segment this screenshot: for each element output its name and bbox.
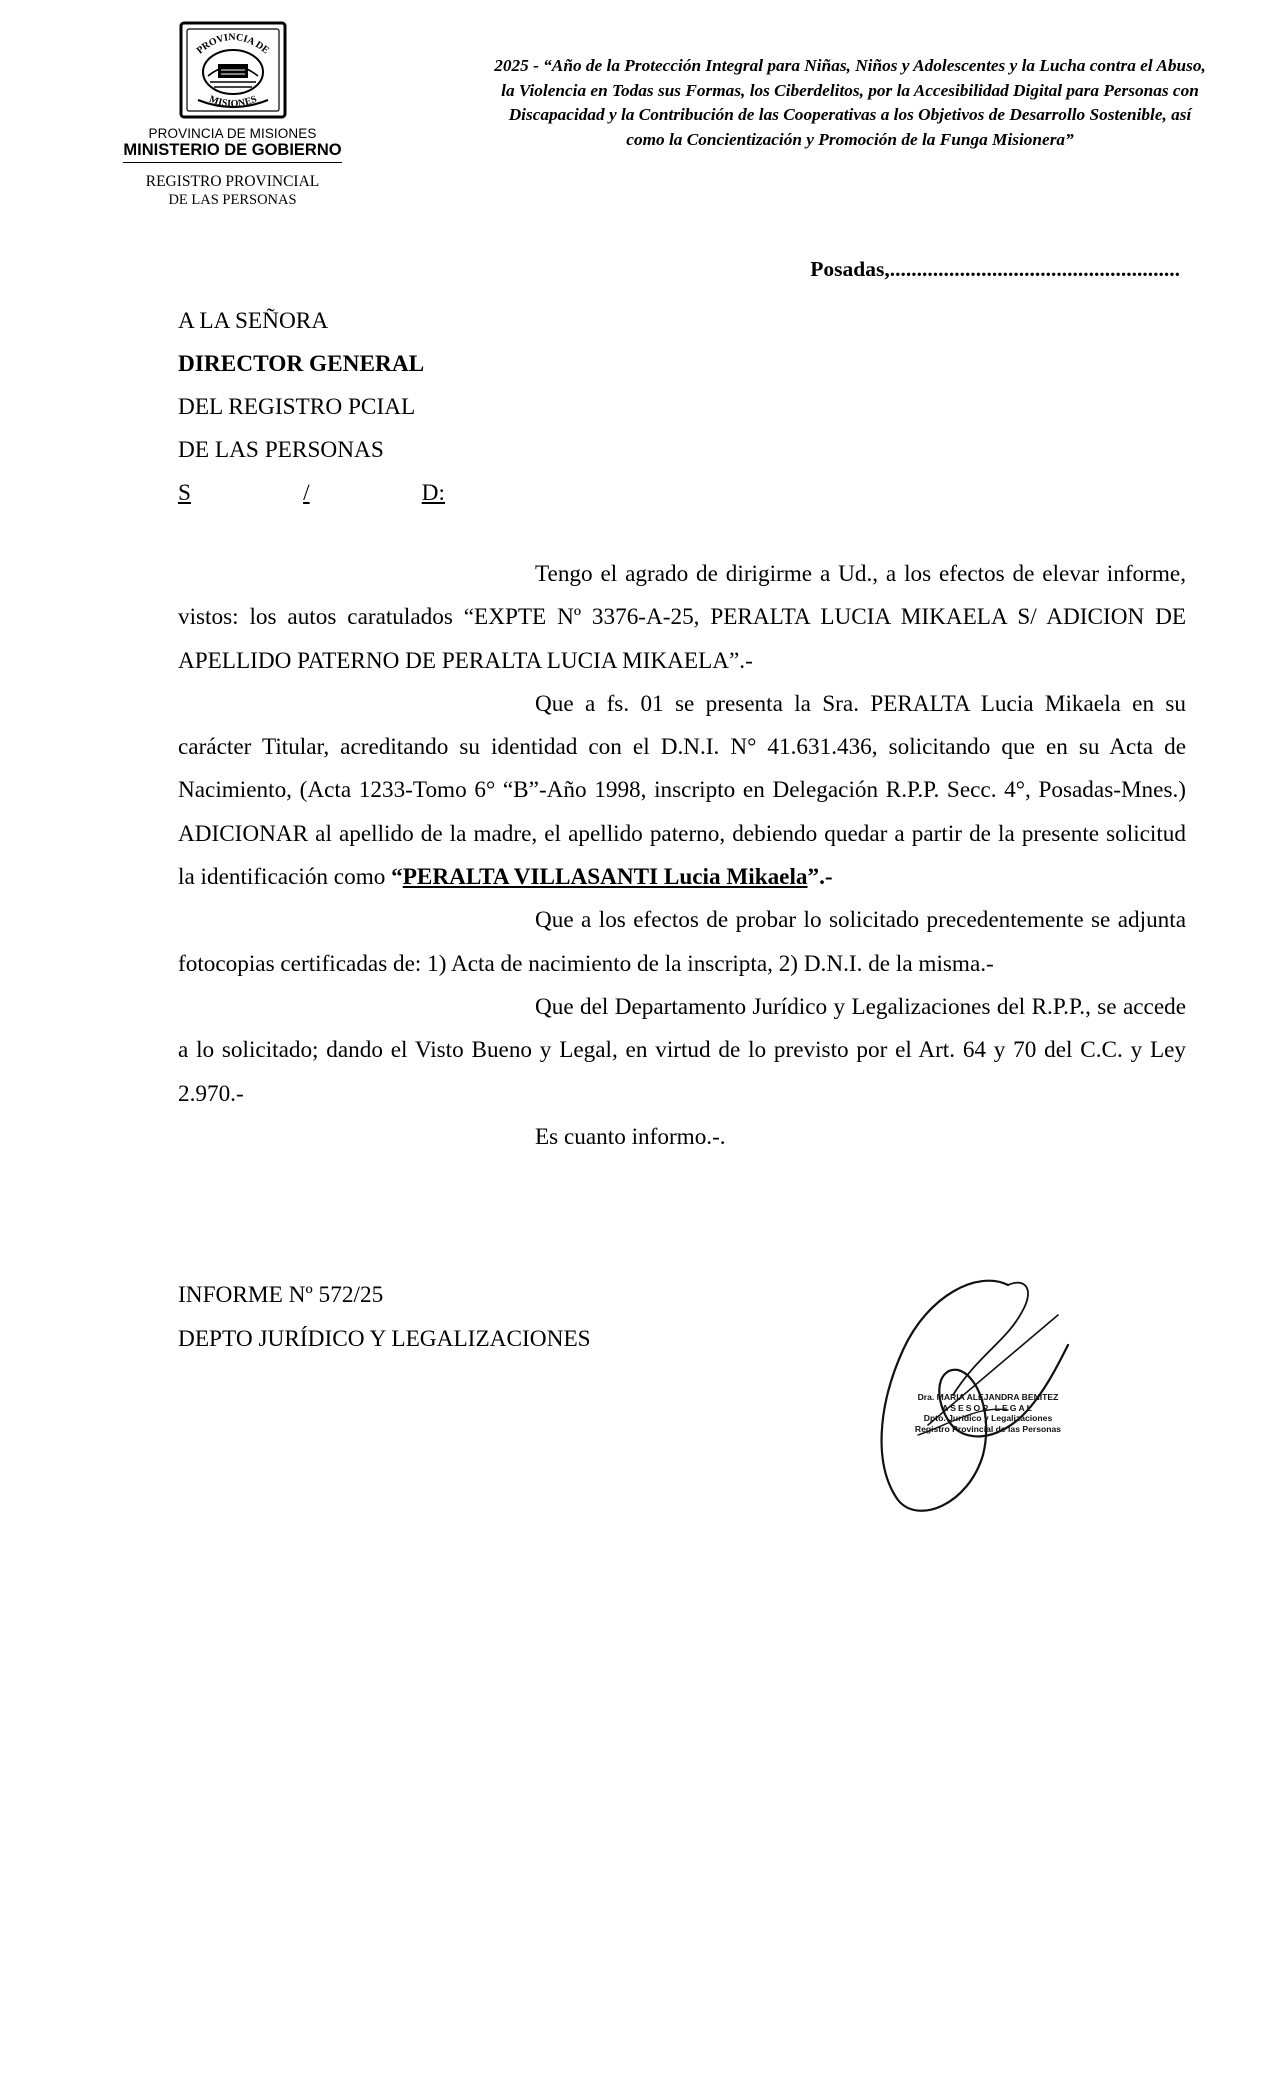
emblem-bottom-text: MISIONES — [207, 93, 258, 110]
letter-body — [178, 553, 1186, 1159]
registry-line-2: DE LAS PERSONAS — [168, 192, 297, 208]
paragraph-2-text: Que a fs. 01 se presenta la Sra. PERALTA Lucia Mikaela en su carácter Titular, acreditando su identidad con el D.N.I. N° 41.631.436, solicitando que en su Acta de Nacimiento, (Acta 1233-Tomo 6° “B”-Año 1998, inscripto en Delegación R.P.P. Secc. 4°, Posadas-Mnes.) ADICIONAR al apellido de la madre, el apellido paterno, debiendo quedar a partir de la presente solicitud la identificación como — [178, 690, 1186, 891]
stamp-line-1: Dra. MARIA ALEJANDRA BENITEZ — [917, 1392, 1059, 1402]
new-identification-name: PERALTA VILLASANTI Lucia Mikaela — [402, 864, 808, 891]
svg-text:MISIONES — [207, 94, 258, 110]
su-despacho — [178, 472, 445, 515]
stamp-line-3: Dpto. Jurídico y Legalizaciones — [923, 1413, 1053, 1423]
paragraph-3: Que a los efectos de probar lo solicitado precedentemente se adjunta fotocopias certificadas de: 1) Acta de nacimiento de la inscripta, 2) D.N.I. de la misma.- — [178, 907, 1186, 977]
province-name: PROVINCIA DE MISIONES — [148, 126, 317, 141]
registry-line-1: REGISTRO PROVINCIAL — [145, 173, 320, 190]
report-number: INFORME Nº 572/25 — [178, 1282, 384, 1308]
sd-slash: / — [303, 480, 310, 506]
sd-s: S — [178, 480, 191, 506]
addressee-title: DIRECTOR GENERAL — [178, 351, 425, 377]
province-coat-of-arms-icon — [178, 20, 288, 120]
addressee-block — [178, 300, 445, 515]
quote-open: “ — [391, 864, 403, 891]
legal-advisor-stamp — [903, 1392, 1073, 1434]
sd-d: D: — [421, 480, 445, 506]
paragraph-1: Tengo el agrado de dirigirme a Ud., a los efectos de elevar informe, vistos: los autos caratulados “EXPTE Nº 3376-A-25, PERALTA LUCIA MIKAELA S/ ADICION DE APELLIDO PATERNO DE PERALTA LUCIA MIKAELA”.- — [178, 561, 1186, 674]
addressee-line-4: DE LAS PERSONAS — [178, 437, 384, 463]
addressee-line-3: DEL REGISTRO PCIAL — [178, 394, 416, 420]
paragraph-5: Es cuanto informo.-. — [535, 1123, 726, 1150]
paragraph-4: Que del Departamento Jurídico y Legalizaciones del R.P.P., se accede a lo solicitado; dando el Visto Bueno y Legal, en virtud de lo previsto por el Art. 64 y 70 del C.C. y Ley 2.970.- — [178, 993, 1186, 1107]
place-date-line: Posadas,...................................................... — [810, 257, 1180, 281]
report-footer — [178, 1273, 591, 1361]
year-motto: 2025 - “Año de la Protección Integral para Niñas, Niños y Adolescentes y la Lucha contra el Abuso, la Violencia en Todas sus Formas, los Ciberdelitos, por la Accesibilidad Digital para Personas con Discapacidad y la Contribución de las Cooperativas a los Objetivos de Desarrollo Sostenible, así como la Concientización y Promoción de la Funga Misionera” — [494, 56, 1206, 149]
ministry-name: MINISTERIO DE GOBIERNO — [123, 141, 341, 163]
addressee-line-1: A LA SEÑORA — [178, 308, 329, 334]
registry-name — [110, 172, 355, 210]
report-department: DEPTO JURÍDICO Y LEGALIZACIONES — [178, 1326, 591, 1352]
stamp-line-4: Registro Provincial de las Personas — [914, 1423, 1062, 1434]
stamp-line-2: ASESOR LEGAL — [942, 1402, 1034, 1413]
emblem-top-text: PROVINCIA DE — [194, 31, 271, 57]
svg-text:PROVINCIA DE — [194, 32, 271, 57]
paragraph-2 — [178, 683, 1186, 899]
letterhead-logo-block — [110, 20, 355, 210]
quote-close: ”.- — [807, 864, 833, 891]
handwritten-signature-icon — [858, 1255, 1078, 1525]
